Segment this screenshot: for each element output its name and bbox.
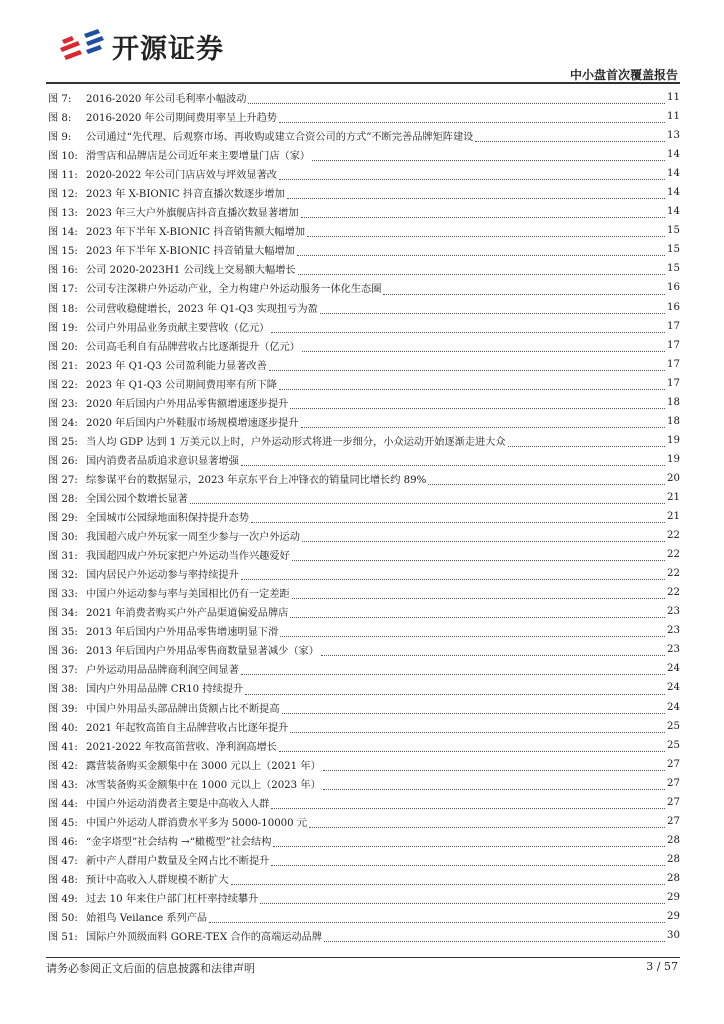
toc-entry[interactable] xyxy=(48,355,680,374)
toc-page-number: 27 xyxy=(667,815,680,827)
toc-page-number: 22 xyxy=(667,587,680,599)
toc-page-number: 20 xyxy=(667,472,680,484)
toc-leader-dots xyxy=(292,552,665,561)
toc-figure-number: 图 16: xyxy=(48,265,78,277)
toc-leader-dots xyxy=(508,438,666,447)
toc-leader-dots xyxy=(231,876,665,885)
toc-figure-title: 公司 2020-2023H1 公司线上交易额大幅增长 xyxy=(86,265,296,277)
toc-leader-dots xyxy=(324,933,665,942)
toc-entry[interactable] xyxy=(48,412,680,431)
toc-figure-title: 我国超六成户外玩家一周至少参与一次户外运动 xyxy=(86,532,300,544)
toc-page-number: 28 xyxy=(667,853,680,865)
toc-leader-dots xyxy=(290,400,665,409)
toc-leader-dots xyxy=(241,571,665,580)
toc-leader-dots xyxy=(280,628,665,637)
toc-figure-number: 图 24: xyxy=(48,417,78,429)
toc-figure-title: 国内消费者品质追求意识显著增强 xyxy=(86,455,239,467)
toc-figure-number: 图 50: xyxy=(48,913,78,925)
toc-page-number: 22 xyxy=(667,568,680,580)
figure-index-list xyxy=(48,88,680,945)
toc-figure-title: 2023 年 X-BIONIC 抖音直播次数逐步增加 xyxy=(86,189,285,201)
toc-figure-number: 图 45: xyxy=(48,817,78,829)
toc-page-number: 16 xyxy=(667,301,680,313)
toc-entry[interactable] xyxy=(48,602,680,621)
toc-page-number: 22 xyxy=(667,530,680,542)
toc-leader-dots xyxy=(190,495,665,504)
toc-leader-dots xyxy=(279,114,665,123)
company-logo xyxy=(58,26,268,66)
toc-figure-number: 图 43: xyxy=(48,779,78,791)
toc-figure-title: 2020-2022 年公司门店店效与坪效显著改 xyxy=(86,170,277,182)
toc-figure-title: 2023 年三大户外旗舰店抖音直播次数显著增加 xyxy=(86,208,299,220)
toc-page-number: 21 xyxy=(667,492,680,503)
toc-entry[interactable] xyxy=(48,926,680,945)
toc-leader-dots xyxy=(248,95,665,104)
toc-leader-dots xyxy=(269,362,665,371)
toc-page-number: 14 xyxy=(667,206,680,218)
toc-leader-dots xyxy=(290,724,665,733)
toc-entry[interactable] xyxy=(48,850,680,869)
toc-leader-dots xyxy=(297,247,665,256)
toc-entry[interactable] xyxy=(48,526,680,545)
toc-page-number: 15 xyxy=(667,263,680,275)
toc-figure-title: 公司专注深耕户外运动产业，全力构建户外运动服务一体化生态圈 xyxy=(86,284,382,296)
toc-figure-number: 图 12: xyxy=(48,189,78,201)
toc-entry[interactable] xyxy=(48,507,680,526)
toc-page-number: 15 xyxy=(667,244,680,256)
toc-figure-title: 2016-2020 年公司期间费用率呈上升趋势 xyxy=(86,113,277,125)
toc-leader-dots xyxy=(282,705,665,714)
toc-figure-number: 图 21: xyxy=(48,360,78,372)
toc-leader-dots xyxy=(301,209,665,218)
toc-leader-dots xyxy=(309,819,665,828)
toc-entry[interactable] xyxy=(48,126,680,145)
toc-entry[interactable] xyxy=(48,374,680,393)
toc-figure-number: 图 34: xyxy=(48,608,78,620)
toc-figure-number: 图 39: xyxy=(48,703,78,715)
toc-leader-dots xyxy=(241,457,665,466)
toc-page-number: 28 xyxy=(667,872,680,884)
toc-page-number: 11 xyxy=(667,92,680,104)
toc-leader-dots xyxy=(241,666,665,675)
toc-leader-dots xyxy=(209,914,665,923)
toc-figure-number: 图 33: xyxy=(48,589,78,601)
toc-figure-title: 2013 年后国内户外用品零售商数量显著减少（家） xyxy=(86,646,319,658)
toc-figure-number: 图 49: xyxy=(48,893,78,905)
toc-leader-dots xyxy=(279,381,665,390)
toc-figure-title: “金字塔型”社会结构 →“橄榄型”社会结构 xyxy=(86,836,272,848)
toc-leader-dots xyxy=(271,857,665,866)
toc-figure-title: 我国超四成户外玩家把户外运动当作兴趣爱好 xyxy=(86,551,290,563)
toc-figure-number: 图 41: xyxy=(48,741,78,753)
toc-figure-number: 图 26: xyxy=(48,455,78,467)
toc-figure-number: 图 51: xyxy=(48,932,78,944)
toc-page-number: 17 xyxy=(667,358,680,370)
header-divider xyxy=(46,82,680,84)
toc-entry[interactable] xyxy=(48,298,680,317)
toc-entry[interactable] xyxy=(48,183,680,202)
toc-figure-number: 图 9: xyxy=(48,132,72,144)
toc-page-number: 25 xyxy=(667,720,680,732)
toc-page-number: 24 xyxy=(667,701,680,713)
toc-page-number: 18 xyxy=(667,415,680,427)
toc-entry[interactable] xyxy=(48,488,680,507)
toc-leader-dots xyxy=(323,781,665,790)
toc-figure-number: 图 20: xyxy=(48,341,78,353)
toc-figure-title: 露营装备购买金额集中在 3000 元以上（2021 年） xyxy=(86,760,321,772)
toc-page-number: 19 xyxy=(667,434,680,446)
toc-page-number: 13 xyxy=(667,130,680,142)
toc-figure-number: 图 37: xyxy=(48,665,78,677)
toc-figure-number: 图 10: xyxy=(48,151,78,163)
toc-leader-dots xyxy=(301,419,665,428)
toc-figure-title: 2020 年后国内户外鞋服市场规模增速逐步提升 xyxy=(86,417,299,429)
toc-leader-dots xyxy=(475,133,665,142)
toc-figure-title: 滑雪店和品牌店是公司近年来主要增量门店（家） xyxy=(86,151,311,163)
toc-figure-number: 图 47: xyxy=(48,855,78,867)
footer-disclaimer: 请务必参阅正文后面的信息披露和法律声明 xyxy=(46,962,255,975)
toc-entry[interactable] xyxy=(48,774,680,793)
toc-leader-dots xyxy=(287,190,665,199)
toc-figure-title: 2020 年后国内户外用品零售额增速逐步提升 xyxy=(86,398,289,410)
toc-figure-title: 2021 年起牧高笛自主品牌营收占比逐年提升 xyxy=(86,722,289,734)
toc-leader-dots xyxy=(245,686,665,695)
toc-figure-title: 中国户外运动消费者主要是中高收入人群 xyxy=(86,798,270,810)
toc-entry[interactable] xyxy=(48,545,680,564)
toc-page-number: 16 xyxy=(667,282,680,294)
toc-leader-dots xyxy=(260,895,665,904)
report-type: 中小盘首次覆盖报告 xyxy=(569,68,678,82)
toc-figure-number: 图 44: xyxy=(48,798,78,810)
toc-figure-title: 当人均 GDP 达到 1 万美元以上时，户外运动形式将进一步细分，小众运动开始逐渐走进大众 xyxy=(86,436,506,448)
toc-page-number: 15 xyxy=(667,225,680,237)
toc-page-number: 19 xyxy=(667,453,680,465)
toc-entry[interactable] xyxy=(48,698,680,717)
toc-page-number: 14 xyxy=(667,149,680,161)
toc-page-number: 22 xyxy=(667,549,680,561)
toc-figure-title: 公司营收稳健增长，2023 年 Q1-Q3 实现扭亏为盈 xyxy=(86,303,318,315)
toc-entry[interactable] xyxy=(48,336,680,355)
toc-entry[interactable] xyxy=(48,450,680,469)
toc-entry[interactable] xyxy=(48,431,680,450)
toc-figure-number: 图 19: xyxy=(48,322,78,334)
toc-leader-dots xyxy=(271,324,665,333)
toc-entry[interactable] xyxy=(48,888,680,907)
toc-entry[interactable] xyxy=(48,393,680,412)
toc-entry[interactable] xyxy=(48,469,680,488)
toc-figure-number: 图 28: xyxy=(48,494,78,505)
toc-entry[interactable] xyxy=(48,259,680,278)
toc-figure-number: 图 48: xyxy=(48,874,78,886)
toc-figure-number: 图 8: xyxy=(48,113,72,125)
toc-page-number: 27 xyxy=(667,758,680,770)
toc-figure-title: 2021-2022 年牧高笛营收、净利润高增长 xyxy=(86,741,277,753)
toc-page-number: 29 xyxy=(667,891,680,903)
toc-figure-title: 公司高毛利自有品牌营收占比逐渐提升（亿元） xyxy=(86,341,300,353)
toc-page-number: 30 xyxy=(667,930,680,942)
toc-figure-title: 中国户外运动参与率与美国相比仍有一定差距 xyxy=(86,589,290,601)
toc-figure-title: 全国公园个数增长显著 xyxy=(86,494,188,505)
toc-entry[interactable] xyxy=(48,202,680,221)
toc-entry[interactable] xyxy=(48,678,680,697)
toc-leader-dots xyxy=(298,266,665,275)
toc-figure-title: 2023 年下半年 X-BIONIC 抖音销售额大幅增加 xyxy=(86,227,306,239)
toc-entry[interactable] xyxy=(48,640,680,659)
toc-figure-title: 全国城市公园绿地面积保持提升态势 xyxy=(86,513,249,525)
toc-page-number: 27 xyxy=(667,777,680,789)
toc-figure-title: 中国户外运动人群消费水平多为 5000-10000 元 xyxy=(86,817,308,829)
toc-figure-number: 图 17: xyxy=(48,284,78,296)
toc-figure-title: 国内户外用品品牌 CR10 持续提升 xyxy=(86,684,244,696)
toc-figure-title: 新中产人群用户数量及全网占比不断提升 xyxy=(86,855,270,867)
toc-figure-number: 图 7: xyxy=(48,94,72,106)
toc-entry[interactable] xyxy=(48,564,680,583)
toc-figure-number: 图 25: xyxy=(48,436,78,448)
toc-leader-dots xyxy=(279,171,665,180)
toc-figure-number: 图 22: xyxy=(48,379,78,391)
toc-figure-title: 2021 年消费者购买户外产品渠道偏爱品牌店 xyxy=(86,608,289,620)
toc-entry[interactable] xyxy=(48,278,680,297)
toc-figure-title: 公司户外用品业务贡献主要营收（亿元） xyxy=(86,322,270,334)
toc-entry[interactable] xyxy=(48,659,680,678)
toc-figure-number: 图 15: xyxy=(48,246,78,258)
toc-page-number: 29 xyxy=(667,911,680,923)
toc-leader-dots xyxy=(273,838,665,847)
toc-leader-dots xyxy=(292,590,665,599)
toc-entry[interactable] xyxy=(48,755,680,774)
toc-entry[interactable] xyxy=(48,793,680,812)
toc-figure-title: 综参谋平台的数据显示，2023 年京东平台上冲锋衣的销量同比增长约 89% xyxy=(86,474,427,486)
toc-figure-title: 国际户外顶级面料 GORE-TEX 合作的高端运动品牌 xyxy=(86,932,323,944)
toc-leader-dots xyxy=(312,152,665,161)
toc-figure-title: 2023 年 Q1-Q3 公司期间费用率有所下降 xyxy=(86,379,277,391)
toc-entry[interactable] xyxy=(48,164,680,183)
toc-entry[interactable] xyxy=(48,107,680,126)
toc-figure-number: 图 31: xyxy=(48,551,78,563)
toc-leader-dots xyxy=(321,647,665,656)
toc-page-number: 27 xyxy=(667,796,680,808)
toc-figure-title: 中国户外用品头部品牌出货额占比不断提高 xyxy=(86,703,280,715)
toc-figure-title: 2013 年后国内户外用品零售增速明显下滑 xyxy=(86,627,279,639)
toc-page-number: 17 xyxy=(667,339,680,351)
toc-entry[interactable] xyxy=(48,869,680,888)
toc-figure-number: 图 32: xyxy=(48,570,78,582)
toc-figure-number: 图 14: xyxy=(48,227,78,239)
toc-figure-number: 图 36: xyxy=(48,646,78,658)
toc-entry[interactable] xyxy=(48,240,680,259)
toc-figure-title: 2023 年下半年 X-BIONIC 抖音销量大幅增加 xyxy=(86,246,295,258)
toc-figure-title: 公司通过“先代理、后观察市场、再收购或建立合资公司的方式”不断完善品牌矩阵建设 xyxy=(86,132,474,144)
toc-leader-dots xyxy=(320,305,665,314)
toc-page-number: 23 xyxy=(667,644,680,656)
toc-page-number: 24 xyxy=(667,682,680,694)
toc-page-number: 17 xyxy=(667,377,680,389)
toc-entry[interactable] xyxy=(48,88,680,107)
toc-leader-dots xyxy=(323,762,665,771)
toc-figure-number: 图 11: xyxy=(48,170,78,182)
toc-entry[interactable] xyxy=(48,717,680,736)
toc-leader-dots xyxy=(251,514,665,523)
toc-leader-dots xyxy=(290,609,665,618)
toc-entry[interactable] xyxy=(48,736,680,755)
toc-figure-number: 图 18: xyxy=(48,303,78,315)
toc-entry[interactable] xyxy=(48,812,680,831)
toc-entry[interactable] xyxy=(48,907,680,926)
toc-figure-number: 图 35: xyxy=(48,627,78,639)
toc-page-number: 21 xyxy=(667,511,680,523)
footer-divider xyxy=(46,957,680,958)
toc-figure-title: 过去 10 年来住户部门杠杆率持续攀升 xyxy=(86,893,259,905)
toc-page-number: 23 xyxy=(667,606,680,618)
toc-page-number: 18 xyxy=(667,396,680,408)
toc-figure-number: 图 27: xyxy=(48,474,78,486)
toc-figure-number: 图 38: xyxy=(48,684,78,696)
toc-entry[interactable] xyxy=(48,317,680,336)
toc-leader-dots xyxy=(302,533,665,542)
page-number: 3 / 57 xyxy=(646,960,678,973)
toc-page-number: 23 xyxy=(667,625,680,637)
toc-figure-title: 冰雪装备购买金额集中在 1000 元以上（2023 年） xyxy=(86,779,321,791)
toc-leader-dots xyxy=(271,800,665,809)
toc-page-number: 25 xyxy=(667,739,680,751)
toc-figure-title: 始祖鸟 Veilance 系列产品 xyxy=(86,913,208,925)
toc-entry[interactable] xyxy=(48,621,680,640)
toc-figure-number: 图 23: xyxy=(48,398,78,410)
toc-figure-title: 2016-2020 年公司毛利率小幅波动 xyxy=(86,94,247,106)
logo-mark-icon xyxy=(58,26,106,66)
toc-entry[interactable] xyxy=(48,145,680,164)
toc-figure-number: 图 29: xyxy=(48,513,78,525)
toc-page-number: 14 xyxy=(667,187,680,199)
toc-entry[interactable] xyxy=(48,221,680,240)
toc-figure-title: 2023 年 Q1-Q3 公司盈利能力显著改善 xyxy=(86,360,267,372)
toc-figure-number: 图 40: xyxy=(48,722,78,734)
toc-figure-title: 国内居民户外运动参与率持续提升 xyxy=(86,570,239,582)
toc-figure-title: 预计中高收入人群规模不断扩大 xyxy=(86,874,229,886)
toc-leader-dots xyxy=(302,343,665,352)
toc-figure-number: 图 46: xyxy=(48,836,78,848)
logo-text: 开源证券 xyxy=(112,33,224,65)
toc-page-number: 24 xyxy=(667,663,680,675)
toc-page-number: 28 xyxy=(667,834,680,846)
toc-page-number: 14 xyxy=(667,168,680,180)
toc-leader-dots xyxy=(383,286,665,295)
toc-leader-dots xyxy=(279,743,665,752)
toc-entry[interactable] xyxy=(48,583,680,602)
toc-leader-dots xyxy=(307,228,665,237)
toc-figure-number: 图 30: xyxy=(48,532,78,544)
toc-figure-number: 图 13: xyxy=(48,208,78,220)
toc-figure-title: 户外运动用品品牌商利润空间显著 xyxy=(86,665,239,677)
toc-figure-number: 图 42: xyxy=(48,760,78,772)
toc-entry[interactable] xyxy=(48,831,680,850)
toc-page-number: 11 xyxy=(667,111,680,123)
toc-leader-dots xyxy=(428,476,665,485)
toc-page-number: 17 xyxy=(667,320,680,332)
